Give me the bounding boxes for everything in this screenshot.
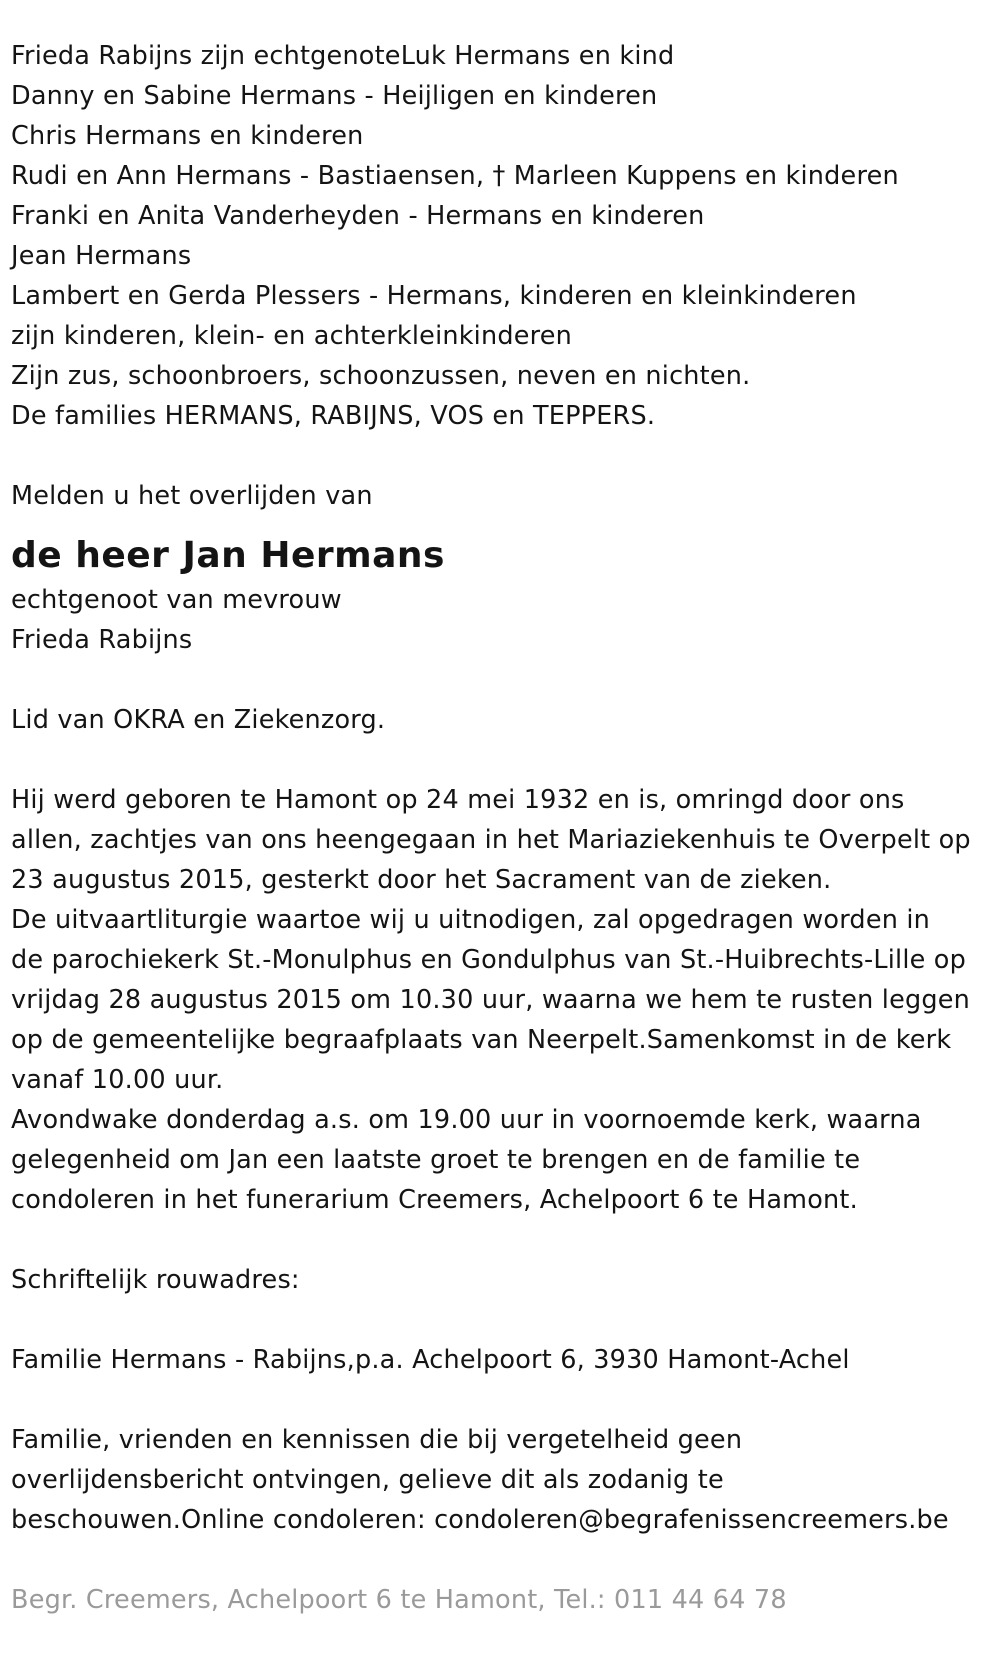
announcement-text: Melden u het overlijden van (11, 481, 373, 511)
details-line: de parochiekerk St.-Monulphus en Gondulphus van St.-Huibrechts-Lille op (11, 945, 966, 975)
closing-line: beschouwen.Online condoleren: condoleren@begrafenissencreemers.be (11, 1505, 949, 1535)
family-line: Jean Hermans (11, 241, 192, 271)
family-list (11, 36, 996, 436)
family-line: Rudi en Ann Hermans - Bastiaensen, † Marleen Kuppens en kinderen (11, 161, 899, 191)
address-label: Schriftelijk rouwadres: (11, 1265, 300, 1295)
family-line: Chris Hermans en kinderen (11, 121, 364, 151)
spacer (11, 1300, 996, 1340)
family-line: Frieda Rabijns zijn echtgenoteLuk Hermans en kind (11, 41, 675, 71)
family-line: zijn kinderen, klein- en achterkleinkinderen (11, 321, 572, 351)
details-line: vrijdag 28 augustus 2015 om 10.30 uur, waarna we hem te rusten leggen (11, 985, 971, 1015)
spacer (11, 740, 996, 780)
details-paragraph (11, 780, 996, 1220)
family-line: Franki en Anita Vanderheyden - Hermans en kinderen (11, 201, 705, 231)
details-line: allen, zachtjes van ons heengegaan in het Mariaziekenhuis te Overpelt op (11, 825, 971, 855)
spacer (11, 436, 996, 476)
family-line: Danny en Sabine Hermans - Heijligen en kinderen (11, 81, 658, 111)
spacer (11, 1380, 996, 1420)
details-line: vanaf 10.00 uur. (11, 1065, 224, 1095)
closing-line: Familie, vrienden en kennissen die bij vergetelheid geen (11, 1425, 743, 1455)
details-line: De uitvaartliturgie waartoe wij u uitnodigen, zal opgedragen worden in (11, 905, 931, 935)
closing-line: overlijdensbericht ontvingen, gelieve dit als zodanig te (11, 1465, 724, 1495)
family-line: De families HERMANS, RABIJNS, VOS en TEPPERS. (11, 401, 656, 431)
closing-paragraph (11, 1420, 996, 1540)
funeral-home-footer: Begr. Creemers, Achelpoort 6 te Hamont, Tel.: 011 44 64 78 (11, 1585, 787, 1615)
details-line: gelegenheid om Jan een laatste groet te brengen en de familie te (11, 1145, 861, 1175)
membership-text: Lid van OKRA en Ziekenzorg. (11, 705, 386, 735)
details-line: Hij werd geboren te Hamont op 24 mei 1932 en is, omringd door ons (11, 785, 905, 815)
obituary-notice (11, 36, 996, 1620)
family-line: Lambert en Gerda Plessers - Hermans, kinderen en kleinkinderen (11, 281, 857, 311)
mourning-address: Familie Hermans - Rabijns,p.a. Achelpoort 6, 3930 Hamont-Achel (11, 1345, 850, 1375)
deceased-name: de heer Jan Hermans (11, 535, 445, 576)
details-line: 23 augustus 2015, gesterkt door het Sacrament van de zieken. (11, 865, 832, 895)
details-line: Avondwake donderdag a.s. om 19.00 uur in voornoemde kerk, waarna (11, 1105, 922, 1135)
spouse-name: Frieda Rabijns (11, 625, 193, 655)
details-line: op de gemeentelijke begraafplaats van Neerpelt.Samenkomst in de kerk (11, 1025, 952, 1055)
spacer (11, 1220, 996, 1260)
spacer (11, 660, 996, 700)
spacer (11, 1540, 996, 1580)
family-line: Zijn zus, schoonbroers, schoonzussen, neven en nichten. (11, 361, 751, 391)
details-line: condoleren in het funerarium Creemers, Achelpoort 6 te Hamont. (11, 1185, 858, 1215)
spouse-line: echtgenoot van mevrouw (11, 585, 342, 615)
